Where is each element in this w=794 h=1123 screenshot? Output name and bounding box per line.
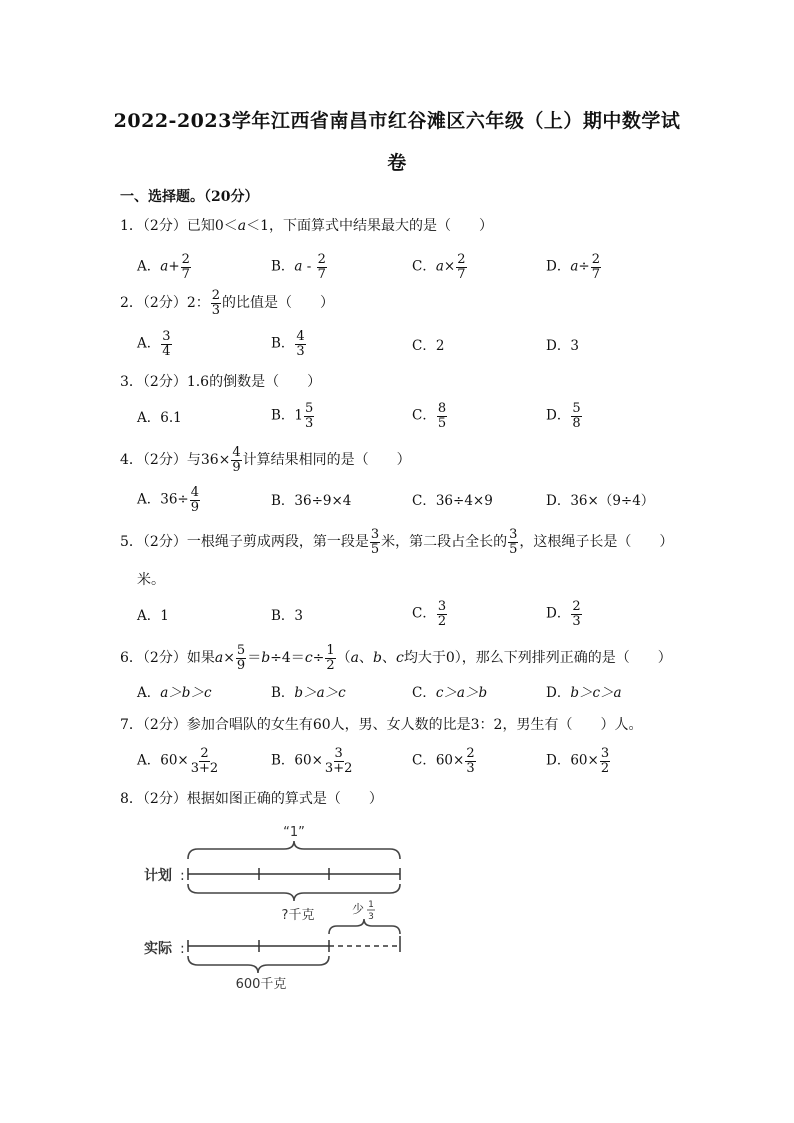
less-fraction-num: 1 bbox=[368, 900, 374, 910]
q1-option-d[interactable]: D．a÷ $\frac{2}{7}$ bbox=[546, 252, 600, 282]
q7-option-c[interactable]: C．60× $\frac{2}{3}$ bbox=[412, 746, 475, 776]
q2-option-d[interactable]: D．3 bbox=[546, 338, 579, 354]
q5-option-b[interactable]: B．3 bbox=[271, 608, 304, 624]
plan-bottom-brace bbox=[188, 884, 400, 901]
q8-diagram bbox=[130, 822, 410, 997]
q5-option-c[interactable]: C． $\frac{3}{2}$ bbox=[412, 599, 447, 629]
q3-option-b[interactable]: B．1 $\frac{5}{3}$ bbox=[271, 401, 314, 431]
fraction: $\frac{2}{7}$ bbox=[317, 252, 326, 282]
q3-option-c[interactable]: C． $\frac{8}{5}$ bbox=[412, 401, 447, 431]
q6-option-d[interactable]: D．b＞c＞a bbox=[546, 685, 622, 701]
q2-option-b[interactable]: B． $\frac{4}{3}$ bbox=[271, 329, 305, 359]
question-1: 1．（2分）已知0＜a＜1，下面算式中结果最大的是（ ） bbox=[120, 218, 493, 234]
fraction: $\frac{3}{2}$ bbox=[600, 746, 610, 776]
fraction: $\frac{1}{2}$ bbox=[326, 643, 335, 673]
fraction: $\frac{2}{3}$ bbox=[466, 746, 475, 776]
q2-option-a[interactable]: A． $\frac{3}{4}$ bbox=[137, 329, 171, 359]
q7-option-a[interactable]: A．60× $\frac{2}{3+2}$ bbox=[137, 746, 219, 776]
q6-option-c[interactable]: C．c＞a＞b bbox=[412, 685, 488, 701]
q5-option-d[interactable]: D． $\frac{2}{3}$ bbox=[546, 599, 581, 629]
fraction: $\frac{3}{5}$ bbox=[509, 527, 518, 557]
fraction: $\frac{2}{3}$ bbox=[572, 599, 581, 629]
section-heading: 一、选择题。（20分） bbox=[120, 189, 259, 205]
fraction: $\frac{5}{9}$ bbox=[236, 643, 246, 673]
fraction: $\frac{2}{7}$ bbox=[181, 252, 190, 282]
question-7: 7．（2分）参加合唱队的女生有60人，男、女人数的比是3：2，男生有（ ）人。 bbox=[120, 717, 643, 733]
fraction: $\frac{4}{9}$ bbox=[190, 485, 200, 515]
q3-option-d[interactable]: D． $\frac{5}{8}$ bbox=[546, 401, 581, 431]
less-brace bbox=[329, 919, 400, 934]
plan-unknown-label: ?千克 bbox=[281, 908, 315, 923]
less-fraction-den: 3 bbox=[368, 912, 374, 922]
fraction: $\frac{3}{5}$ bbox=[370, 527, 380, 557]
actual-colon: : bbox=[180, 941, 185, 957]
q4-option-b[interactable]: B．36÷9×4 bbox=[271, 493, 352, 509]
q6-option-b[interactable]: B．b＞a＞c bbox=[271, 685, 346, 701]
fraction: $\frac{2}{3}$ bbox=[211, 288, 221, 318]
actual-bottom-brace bbox=[188, 956, 329, 973]
q6-option-a[interactable]: A．a＞b＞c bbox=[137, 685, 212, 701]
plan-top-brace bbox=[188, 841, 400, 859]
fraction: $\frac{3}{3+2}$ bbox=[324, 746, 353, 776]
question-6: 6．（2分）如果a× $\frac{5}{9}$ ＝b÷4＝c÷ $\frac{1}{2}$ （a、b、c均大于0），那么下列排列正确的是（ ） bbox=[120, 643, 672, 673]
question-3: 3．（2分）1.6的倒数是（ ） bbox=[120, 374, 322, 390]
actual-value-label: 600千克 bbox=[235, 977, 287, 992]
question-8: 8．（2分）根据如图正确的算式是（ ） bbox=[120, 791, 383, 807]
q5-option-a[interactable]: A．1 bbox=[137, 608, 169, 624]
fraction: $\frac{4}{3}$ bbox=[296, 329, 305, 359]
q4-option-a[interactable]: A．36÷ $\frac{4}{9}$ bbox=[137, 485, 200, 515]
fraction: $\frac{5}{8}$ bbox=[572, 401, 581, 431]
fraction: $\frac{3}{4}$ bbox=[162, 329, 171, 359]
fraction: $\frac{2}{3+2}$ bbox=[190, 746, 219, 776]
q4-option-c[interactable]: C．36÷4×9 bbox=[412, 493, 493, 509]
page-title-line-2: 卷 bbox=[387, 152, 407, 174]
q1-option-c[interactable]: C．a× $\frac{2}{7}$ bbox=[412, 252, 466, 282]
whole-label: “1” bbox=[283, 825, 305, 840]
fraction: $\frac{8}{5}$ bbox=[437, 401, 447, 431]
q7-option-d[interactable]: D．60× $\frac{3}{2}$ bbox=[546, 746, 610, 776]
plan-label: 计划 bbox=[144, 868, 172, 884]
fraction: $\frac{2}{7}$ bbox=[591, 252, 600, 282]
q3-option-a[interactable]: A．6.1 bbox=[137, 410, 182, 426]
question-5-line-2: 米。 bbox=[137, 572, 165, 588]
q1-option-b[interactable]: B．a - $\frac{2}{7}$ bbox=[271, 252, 326, 282]
q7-option-b[interactable]: B．60× $\frac{3}{3+2}$ bbox=[271, 746, 353, 776]
q2-option-c[interactable]: C．2 bbox=[412, 338, 445, 354]
fraction: $\frac{2}{7}$ bbox=[457, 252, 466, 282]
question-4: 4．（2分）与36× $\frac{4}{9}$ 计算结果相同的是（ ） bbox=[120, 445, 411, 475]
question-2: 2．（2分）2： $\frac{2}{3}$ 的比值是（ ） bbox=[120, 288, 335, 318]
q4-option-d[interactable]: D．36×（9÷4） bbox=[546, 493, 655, 509]
q1-option-a[interactable]: A．a+ $\frac{2}{7}$ bbox=[137, 252, 190, 282]
question-5: 5．（2分）一根绳子剪成两段，第一段是 $\frac{3}{5}$ 米，第二段占全长的 $\frac{3}{5}$ ，这根绳子长是（ ） bbox=[120, 527, 674, 557]
actual-label: 实际 bbox=[144, 941, 172, 957]
page-title-line-1: 2022-2023学年江西省南昌市红谷滩区六年级（上）期中数学试 bbox=[113, 110, 681, 132]
less-label: 少 bbox=[352, 902, 365, 916]
fraction: $\frac{5}{3}$ bbox=[305, 401, 314, 431]
plan-colon: : bbox=[180, 868, 185, 884]
fraction: $\frac{4}{9}$ bbox=[232, 445, 241, 475]
fraction: $\frac{3}{2}$ bbox=[437, 599, 447, 629]
